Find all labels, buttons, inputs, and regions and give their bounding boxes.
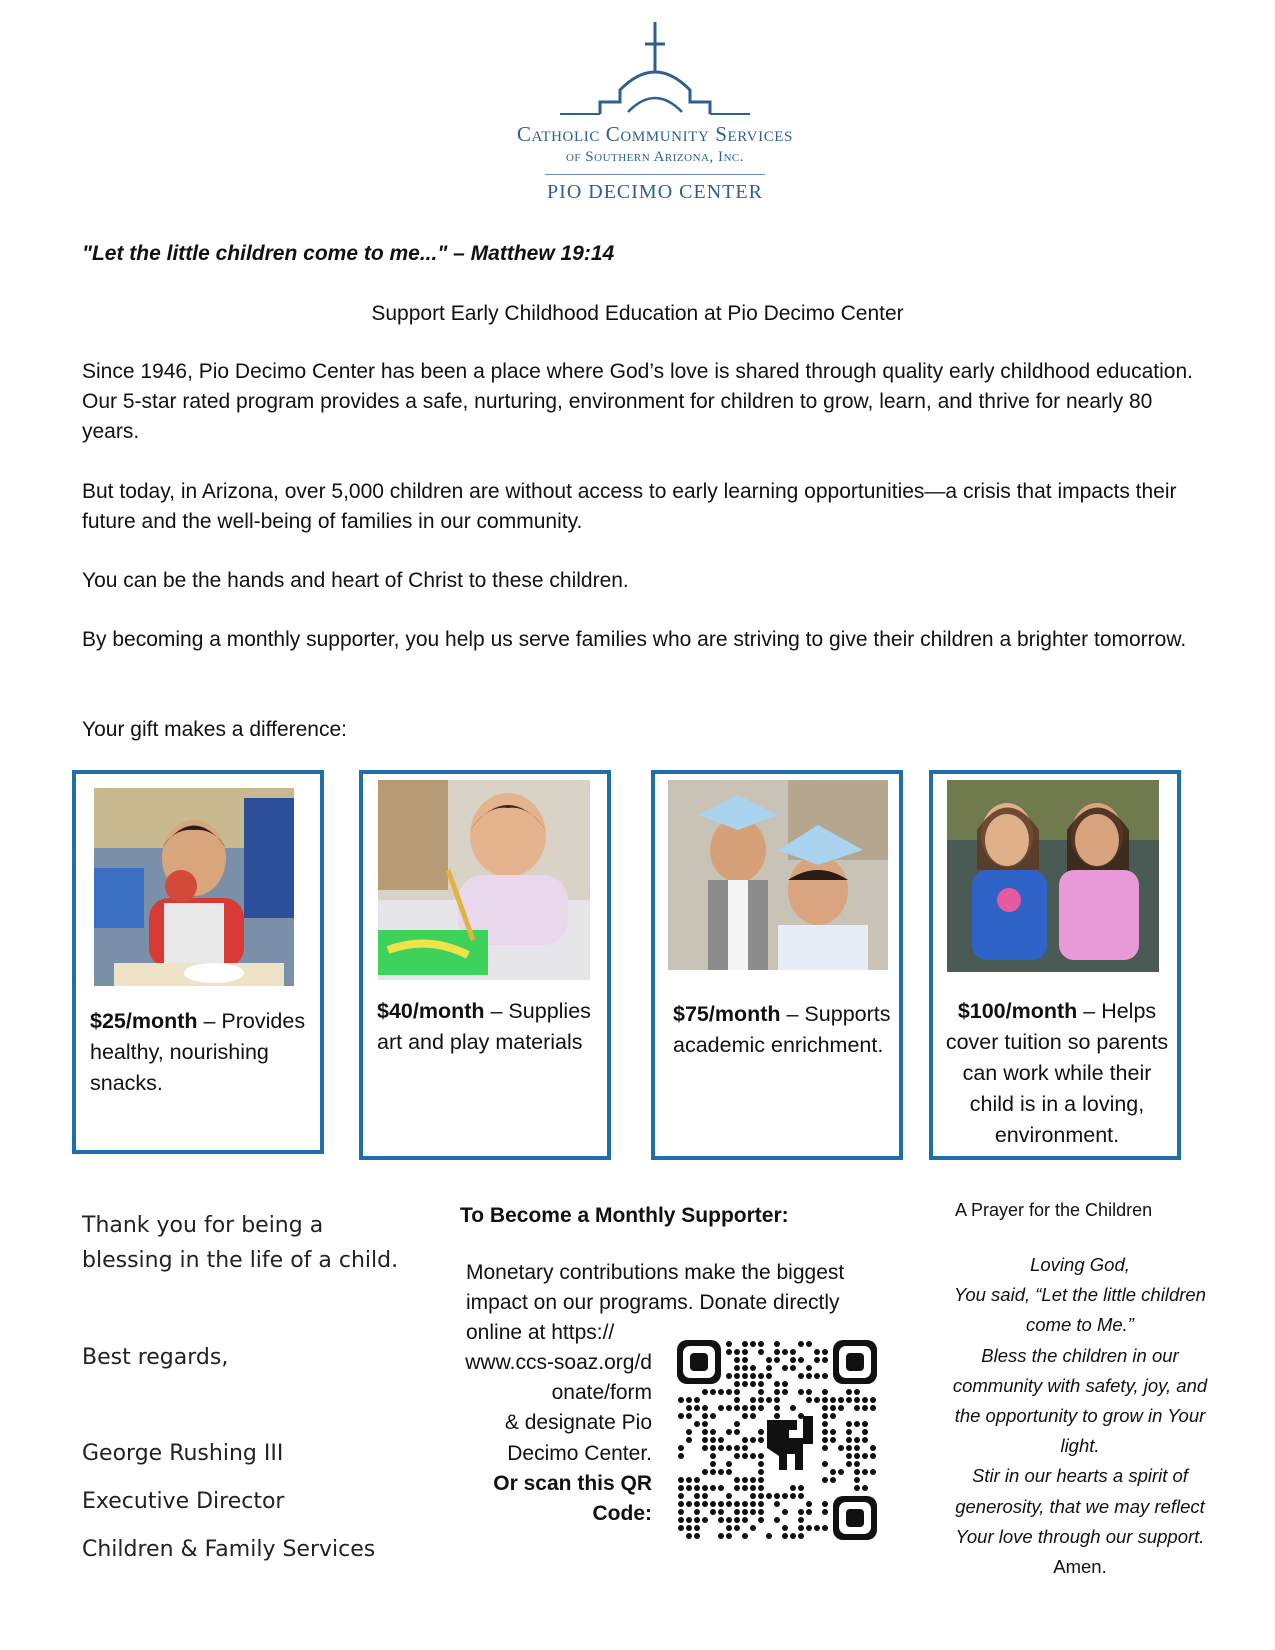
two-girls-photo xyxy=(947,780,1159,972)
prayer-line: You said, “Let the little children come to Me.” xyxy=(954,1284,1206,1336)
org-subtitle: of Southern Arizona, Inc. xyxy=(565,149,745,165)
prayer-line-text: Stir in our hearts a spirit of generosity, that we may reflect Your love through our support. xyxy=(955,1465,1205,1547)
donate-line: Monetary contributions make the biggest impact on our programs. Donate directly online at https:// xyxy=(466,1261,845,1344)
prayer-text xyxy=(950,1250,1210,1582)
graduates-photo xyxy=(668,780,888,970)
tier-card-25 xyxy=(72,770,324,1154)
tier-description: – Supplies art and play materials xyxy=(377,999,591,1054)
tier-card-75 xyxy=(651,770,903,1160)
closing-regards: Best regards, xyxy=(82,1345,229,1370)
logo-divider xyxy=(545,174,765,175)
tier-text xyxy=(939,996,1175,1151)
child-eating-photo xyxy=(94,788,294,986)
tier-amount: $100/month xyxy=(957,999,1078,1023)
call-paragraph: You can be the hands and heart of Christ to these children. xyxy=(82,569,629,592)
need-paragraph: But today, in Arizona, over 5,000 children are without access to early learning opportunities—a crisis that impacts their future and the well-being of families in our community. xyxy=(82,480,1177,533)
donate-qr-code[interactable] xyxy=(677,1340,877,1540)
intro-paragraph: Since 1946, Pio Decimo Center has been a place where God’s love is shared through quality early childhood education. Our 5-star rated program provides a safe, nurturing, environment for children to grow, learn, and thrive for nearly 80 years. xyxy=(82,360,1193,443)
org-name: Catholic Community Services xyxy=(516,122,794,146)
page-heading: Support Early Childhood Education at Pio Decimo Center xyxy=(371,302,904,325)
support-paragraph: By becoming a monthly supporter, you help us serve families who are striving to give their children a brighter tomorrow. xyxy=(82,628,1187,651)
tier-description: – Helps cover tuition so parents can work while their child is in a loving, environment. xyxy=(945,999,1169,1147)
donate-intro xyxy=(466,1258,906,1348)
tier-description: – Supports academic enrichment. xyxy=(673,1002,891,1057)
child-painting-photo xyxy=(378,780,590,980)
prayer-line: Bless the children in our community with safety, joy, and the opportunity to grow in Your light. xyxy=(952,1344,1208,1457)
signer-name: George Rushing III xyxy=(82,1441,284,1466)
signer-title: Executive Director xyxy=(82,1489,285,1514)
tier-text xyxy=(90,1006,322,1099)
tier-text xyxy=(673,999,893,1061)
church-dome-icon xyxy=(530,14,780,124)
donate-details xyxy=(462,1348,652,1529)
signer-department: Children & Family Services xyxy=(82,1537,376,1562)
prayer-line: Loving God, xyxy=(1030,1254,1130,1275)
center-name: PIO DECIMO CENTER xyxy=(547,181,763,203)
prayer-title: A Prayer for the Children xyxy=(955,1200,1153,1220)
tier-card-100 xyxy=(929,770,1181,1160)
tier-description: – Provides healthy, nourishing snacks. xyxy=(90,1009,306,1095)
tier-amount: $25/month xyxy=(90,1009,198,1033)
tier-amount: $40/month xyxy=(377,999,485,1023)
tier-text xyxy=(377,996,597,1058)
tier-amount: $75/month xyxy=(673,1002,781,1026)
thank-you-text: Thank you for being a blessing in the life of a child. xyxy=(82,1213,399,1273)
tier-card-40 xyxy=(359,770,611,1160)
scan-qr-label: Or scan this QR Code: xyxy=(493,1471,652,1526)
prayer-amen: Amen. xyxy=(1053,1556,1107,1578)
scripture-quote: "Let the little children come to me..." – Matthew 19:14 xyxy=(82,242,615,265)
donate-designate: & designate Pio Decimo Center. xyxy=(504,1411,652,1465)
gift-intro: Your gift makes a difference: xyxy=(82,718,347,741)
donate-url[interactable]: www.ccs-soaz.org/donate/form xyxy=(465,1351,652,1405)
prayer-line xyxy=(950,1461,1210,1582)
org-logo xyxy=(480,14,830,214)
donate-heading: To Become a Monthly Supporter: xyxy=(460,1204,789,1227)
